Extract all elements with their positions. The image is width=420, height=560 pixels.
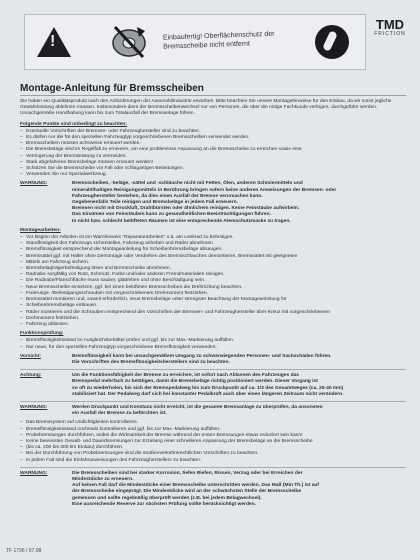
warning-label: WARNUNG: [20, 470, 48, 476]
list-item: – Räder montieren und die Schrauben entsprechend den Vorschriften der Bremsen- und Fahrzeughersteller über Kreuz mit vorgeschriebenem [20, 310, 406, 316]
list-item: – Bremssattel ggf. mit Halter ohne Demontage oder Verdrehen des Bremsschlauches demontieren, Bremssattel mit geeigneten [20, 254, 406, 260]
tmd-friction-logo [370, 18, 410, 37]
list-item: – Nur neue, für den speziellen Fahrzeugtyp vorgeschriebene Bremsflüssigkeit verwenden. [20, 345, 406, 351]
divider [20, 401, 406, 402]
warning-label: WARNUNG: [20, 404, 48, 410]
final-check-list [20, 420, 406, 463]
logo-text: TMD [375, 17, 405, 32]
list-item: – Stark abgefahrene Bremsbeläge müssen erneuert werden! [20, 160, 406, 166]
attention-block [20, 373, 406, 398]
warning-block [20, 405, 406, 417]
list-item: – Probebremsungen durchführen, wobei die Wirksamkeit der Bremse während der ersten Bremsungen etwas reduziert sein kann! [20, 433, 406, 439]
logo-subtext: FRICTION [374, 31, 406, 37]
funktion-list [20, 338, 406, 350]
list-item: – Fahrzeug ablassen. [20, 322, 406, 328]
list-item: – Verwenden Sie nur Spezialwerkzeug. [20, 172, 406, 178]
warning-text: Die Bremsscheiben sind bei starker Korrosion, tiefen Riefen, Rissen, Verzug oder bei Erreichen der Mindestdicke zu erneuern. Auf keinen Fall darf die Mindestdicke einer Bremsscheibe unterschritten werden. Das Maß (Min Th.) ist auf der Bremsscheibe eingeprägt. Die Mindestdicke wird an der schwächsten Stelle der Bremsscheibe gemessen und sollte regelmäßig überprüft werden (z.B. bei jedem Belagwechsel). Eine ausreichende Reserve zur nächsten Prüfung sollte berücksichtigt werden. [72, 470, 320, 507]
list-item: – In jedem Fall sind die Einfahranweisungen des Fahrzeugherstellers zu beachten. [20, 458, 406, 464]
list-item: – Das Bremssystem auf Undichtigkeiten kontrollieren. [20, 420, 406, 426]
section-heading: Folgende Punkte sind unbedingt zu beachten: [20, 121, 128, 127]
warning-text: Bremsscheiben, -beläge, -sättel und -schläuche nicht mit Fetten, Ölen, anderen Schmiermitteln und mineralölhaltigen Reinigungsmitteln in Berührung bringen sofern keine anderen Anweisungen der Bremsen- oder Fahrzeughersteller bestehen, da dies einen Ausfall der Bremse verursachen kann. Gegebenenfalls Teile reinigen und Bremsbeläge in jedem Fall erneuern. Bremsen nicht mit Druckluft, Drahtbürsten oder ähnlichem reinigen. Keine Feinstäube aufwirbeln. Das Einatmen von Feinstäuben kann zu gesundheitlichen Beeinträchtigungen führen. In nicht bzw. schlecht belüfteten Räumen ist eine entsprechende Atemschutzmaske zu tragen. [72, 181, 337, 224]
list-item: – Bremsflüssigkeitsstand nochmals kontrollieren und ggf. bis zur Max.-Markierung auffüllen. [20, 427, 406, 433]
list-item: – Schützen Sie die Bremsscheibe vor Fall oder schlagartigen Belastungen. [20, 166, 406, 172]
list-item: – (bis ca. 200 bis 300 km Einbau) durchführen. [20, 445, 406, 451]
caution-block [20, 354, 406, 366]
no-touch-icon [315, 25, 349, 59]
list-item: – Fixierungs- /Befestigungsschrauben mit vorgeschriebenem Drehmoment festziehen. [20, 291, 406, 297]
divider [20, 369, 406, 370]
warning-text: Werden Druckpunkt und Konstanz nicht erreicht, ist die gesamte Bremsanlage zu überprüfen, da ansonsten ein Ausfall der Bremse zu befürchten ist. [72, 404, 323, 417]
attention-text: Um die Funktionsfähigkeit der Bremse zu erreichen, ist sofort nach Ablassen des Fahrzeuges das Bremspedal mehrfach zu betätigen, damit die Bremsbeläge richtig positioniert werden. Dieser Vorgang ist so oft zu wiederholen, bis sich der Bremspedalweg bis zum Druckpunkt auf ca. 1/3 des Gesamtweges (ca. 25-40 mm) stabilisiert hat. Der Pedalweg darf sich bei konstanter Pedalkraft auch über einen längeren Zeitraum nicht verändern. [72, 373, 344, 397]
section-heading: Montagearbeiten: [20, 227, 61, 233]
list-item: – Bremsbelagträgerbefestigung lösen und Bremsscheibe abnehmen. [20, 266, 406, 272]
list-item: – Keine bewussten Gewalt- und Dauerbremsungen zur Erzielung einer schnelleren Anpassung der Bremsbeläge an die Bremsscheibe [20, 439, 406, 445]
list-item: – Es dürfen nur die für den speziellen Fahrzeugtyp vorgeschriebenen Bremsscheiben verwendet werden. [20, 135, 406, 141]
caution-text: Bremsflüssigkeit kann bei unsachgemäßem Umgang zu schwerwiegenden Personen- und Sachschäden führen. Die Vorschriften des Bremsflüssigkeitsherstellers sind zu beachten. [72, 353, 332, 365]
list-item: – Bremsflüssigkeit entsprechend der Montageanleitung für Scheibenbremsbeläge absaugen. [20, 247, 406, 253]
brake-disc-icon [109, 21, 149, 61]
page-title: Montage-Anleitung für Bremsscheiben [20, 82, 406, 96]
document-code: TF 1796 / 07.08 [6, 548, 42, 554]
list-item: – Standfestigkeit des Fahrzeugs sicherstellen, Fahrzeug anheben und Räder abnehmen. [20, 241, 406, 247]
list-item: – Die Radnabe/Flanschfläche muss sauber, glatt/eben und ohne Beschädigung sein. [20, 278, 406, 284]
list-item: – Drehmoment festziehen. [20, 316, 406, 322]
montage-list [20, 235, 406, 328]
warning-banner [24, 14, 366, 70]
list-item: – Vor Beginn der Arbeiten ist ein Warnhinweis "Reparaturarbeiten" o.ä. am Lenkrad zu befestigen. [20, 235, 406, 241]
list-item: – Die Bremsbeläge sind im Regelfall zu erneuern, um eine problemlose Anpassung an die Bremsscheibe zu erreichen sowie eine [20, 147, 406, 153]
warning-block [20, 471, 406, 508]
divider [20, 467, 406, 468]
banner-text: Einbaufertig! Oberflächenschutz der Bremsscheibe nicht entfernt [162, 30, 275, 51]
requirements-list [20, 129, 406, 179]
list-item: – Scheibenbremsbeläge einbauen. [20, 303, 406, 309]
warning-label: WARNUNG: [20, 181, 48, 187]
list-item: – Bei der Durchführung von Probebremsungen sind die straßenverkehrsrechtlichen Vorschriften zu beachten. [20, 451, 406, 457]
list-item: – Neue Bremsscheibe einsetzen, ggf. bei innen belüfteten Bremsscheiben die Drehrichtung beachten. [20, 285, 406, 291]
list-item: – Bremsscheiben müssen achsweise erneuert werden. [20, 141, 406, 147]
list-item: – Eventuelle Vorschriften der Bremsen- oder Fahrzeughersteller sind zu beachten. [20, 129, 406, 135]
list-item: – Bremssattel montieren und, soweit erforderlich, neue Bremsbeläge unter strengster Beachtung der Montageanleitung für [20, 297, 406, 303]
warning-block [20, 181, 406, 224]
section-heading: Funktionsprüfung: [20, 331, 64, 337]
list-item: – Bremsflüssigkeitsstand im Ausgleichsbehälter prüfen und ggf. bis zur Max.-Markierung auffüllen. [20, 338, 406, 344]
intro-paragraph: Sie haben ein Qualitätsprodukt nach den Anforderungen der Automobilindustrie erworben. Bitte beachten Sie unsere Montagehinweise für den Einbau, da wir sonst jegliche Gewährleistung ablehnen müssen. Insbesondere dient der Bremsscheibenwechsel nur von Personen, die über die nötige Fachkunde verfügen, durchgeführt werden. Unsachgemäße Handhabung kann bis zum Totalausfall der Bremsanlage führen. [20, 99, 392, 117]
list-item: – Verringerung der Bremsleistung zu vermeiden. [20, 154, 406, 160]
attention-label: Achtung: [20, 373, 42, 379]
list-item: – Mitteln am Fahrzeug sichern. [20, 260, 406, 266]
list-item: – Radnabe sorgfältig von Rost, Schmutz, Farbe und/oder anderen Fremdmaterialien reinigen. [20, 272, 406, 278]
warning-triangle-icon: ! [37, 27, 71, 57]
caution-label: Vorsicht: [20, 353, 41, 359]
instructions-body [20, 82, 406, 511]
